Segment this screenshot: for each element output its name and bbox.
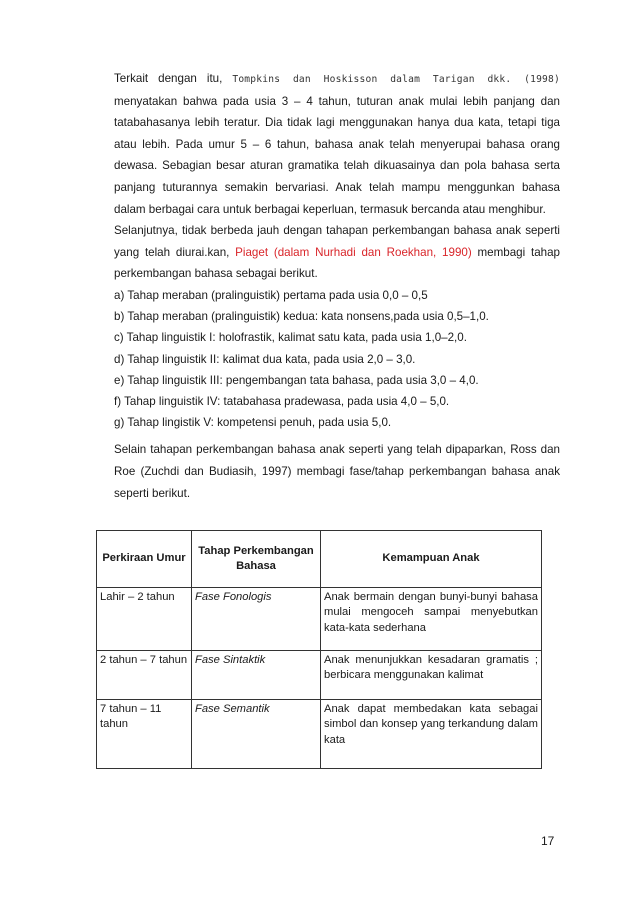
table-row xyxy=(97,651,542,700)
list-item: d) Tahap linguistik II: kalimat dua kata, pada usia 2,0 – 3,0. xyxy=(114,352,416,366)
cell-ability: Anak dapat membedakan kata sebagai simbol dan konsep yang terkandung dalam kata xyxy=(321,700,542,769)
cell-age: Lahir – 2 tahun xyxy=(97,588,192,651)
header-stage: Tahap Perkembangan Bahasa xyxy=(192,531,321,588)
header-ability: Kemampuan Anak xyxy=(321,531,542,588)
cell-ability: Anak menunjukkan kesadaran gramatis ; berbicara menggunakan kalimat xyxy=(321,651,542,700)
cell-stage: Fase Semantik xyxy=(192,700,321,769)
page-number: 17 xyxy=(541,834,555,848)
paragraph-tompkins: Terkait dengan itu, Tompkins dan Hoskisson dalam Tarigan dkk. (1998) menyatakan bahwa pada usia 3 – 4 tahun, tuturan anak mulai lebih panjang dan tatabahasanya lebih teratur. Dia tidak lagi menggunakan hanya dua kata, tetapi tiga atau lebih. Pada umur 5 – 6 tahun, bahasa anak telah menyerupai bahasa orang dewasa. Sebagian besar aturan gramatika telah dikuasainya dan pola bahasa serta panjang tuturannya semakin bervariasi. Anak telah mampu menggunkan bahasa dalam berbagai cara untuk berbagai keperluan, termasuk bercanda atau menghibur. xyxy=(114,72,560,216)
list-item: b) Tahap meraban (pralinguistik) kedua: kata nonsens,pada usia 0,5–1,0. xyxy=(114,310,489,324)
body-text xyxy=(114,68,560,504)
header-age: Perkiraan Umur xyxy=(97,531,192,588)
list-item: g) Tahap lingistik V: kompetensi penuh, pada usia 5,0. xyxy=(114,416,392,430)
citation-piaget: Piaget (dalam Nurhadi dan Roekhan, 1990) xyxy=(235,245,472,259)
cell-ability: Anak bermain dengan bunyi-bunyi bahasa mulai mengoceh sampai menyebutkan kata-kata sederhana xyxy=(321,588,542,651)
stage-list xyxy=(114,285,560,433)
table-header-row xyxy=(97,531,542,588)
list-item: f) Tahap linguistik IV: tatabahasa pradewasa, pada usia 4,0 – 5,0. xyxy=(114,394,450,408)
list-item: e) Tahap linguistik III: pengembangan tata bahasa, pada usia 3,0 – 4,0. xyxy=(114,373,479,387)
list-item: c) Tahap linguistik I: holofrastik, kalimat satu kata, pada usia 1,0–2,0. xyxy=(114,331,467,345)
table-row xyxy=(97,588,542,651)
language-development-table xyxy=(96,530,542,769)
cell-age: 7 tahun – 11 tahun xyxy=(97,700,192,769)
cell-stage: Fase Sintaktik xyxy=(192,651,321,700)
table-row xyxy=(97,700,542,769)
paragraph-ross-roe: Selain tahapan perkembangan bahasa anak seperti yang telah dipaparkan, Ross dan Roe (Zuchdi dan Budiasih, 1997) membagi fase/tahap perkembangan bahasa anak seperti berikut. xyxy=(114,443,560,500)
citation-tompkins: Tompkins dan Hoskisson dalam Tarigan dkk. (1998) xyxy=(232,74,560,85)
cell-stage: Fase Fonologis xyxy=(192,588,321,651)
paragraph-piaget: Selanjutnya, tidak berbeda jauh dengan tahapan perkembangan bahasa anak seperti yang telah diurai.kan, Piaget (dalam Nurhadi dan Roekhan, 1990) membagi tahap perkembangan bahasa sebagai berikut. xyxy=(114,224,560,281)
cell-age: 2 tahun – 7 tahun xyxy=(97,651,192,700)
list-item: a) Tahap meraban (pralinguistik) pertama pada usia 0,0 – 0,5 xyxy=(114,288,428,302)
